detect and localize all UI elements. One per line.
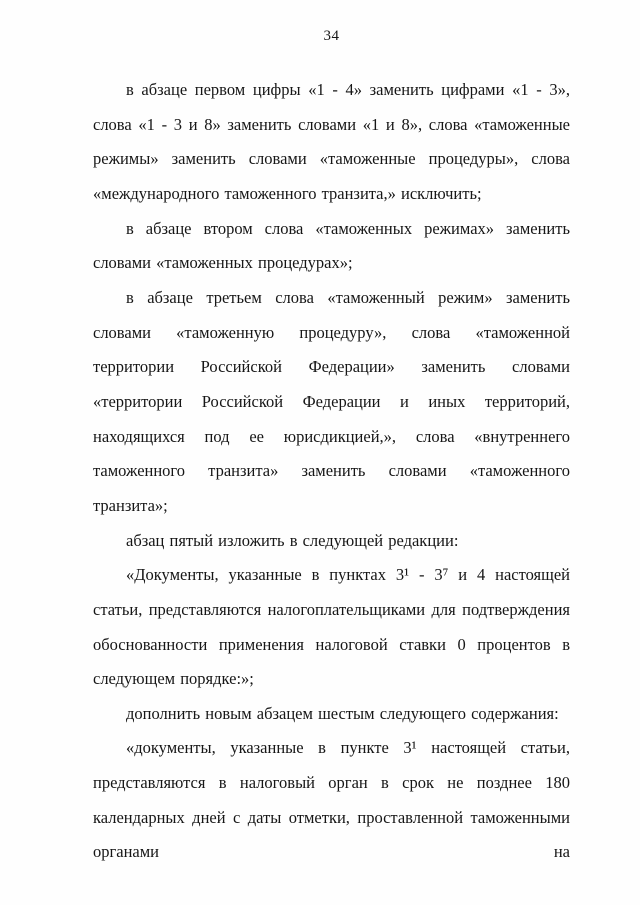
paragraph-amendment-3: в абзаце третьем слова «таможенный режим» заменить словами «таможенную процедуру», слова «таможенной территории Российской Федерации» заменить словами «территории Российской Федерации и иных территорий, находящихся под ее юрисдикцией,», слова «внутреннего таможенного транзита» заменить словами «таможенного транзита»; [93, 287, 570, 515]
paragraph-amendment-5: дополнить новым абзацем шестым следующего содержания: [126, 703, 559, 723]
page-number: 34 [323, 28, 340, 44]
paragraph-amendment-1: в абзаце первом цифры «1 - 4» заменить цифрами «1 - 3», слова «1 - 3 и 8» заменить словами «1 и 8», слова «таможенные режимы» заменить словами «таможенные процедуры», слова «международного таможенного транзита,» исключить; [93, 80, 570, 203]
document-body [93, 73, 570, 870]
paragraph-amendment-4: абзац пятый изложить в следующей редакции: [126, 530, 459, 550]
paragraph-quoted-addition: «документы, указанные в пункте 3¹ настоящей статьи, представляются в налоговый орган в срок не позднее 180 календарных дней с даты отметки, проставленной таможенными органами на [93, 738, 570, 862]
paragraph-amendment-2: в абзаце втором слова «таможенных режимах» заменить словами «таможенных процедурах»; [93, 218, 570, 273]
paragraph-quoted-edition: «Документы, указанные в пунктах 3¹ - 3⁷ и 4 настоящей статьи, представляются налогоплательщиками для подтверждения обоснованности применения налоговой ставки 0 процентов в следующем порядке:»; [93, 565, 570, 689]
